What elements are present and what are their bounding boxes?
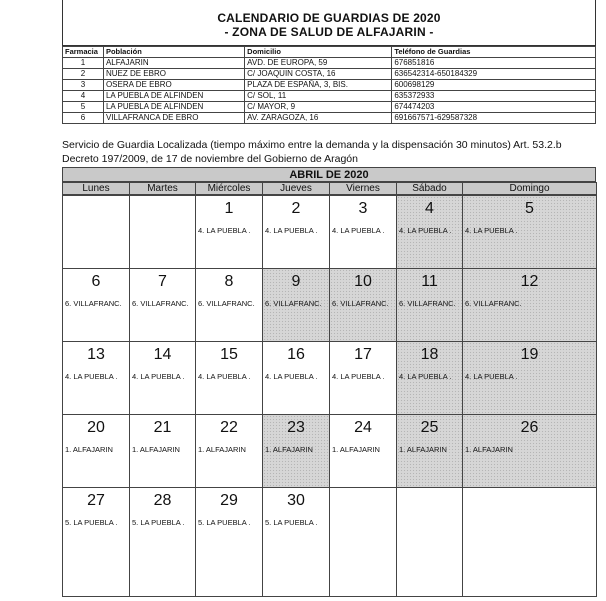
guard-pharmacy: 6. VILLAFRANC. — [265, 299, 322, 308]
guard-pharmacy: 4. LA PUEBLA . — [399, 372, 452, 381]
calendar-day-cell — [462, 268, 597, 342]
day-number: 24 — [354, 419, 372, 436]
calendar-day-cell — [129, 195, 196, 269]
pharmacy-table-header — [63, 47, 596, 58]
guard-pharmacy: 4. LA PUEBLA . — [132, 372, 185, 381]
day-number: 27 — [87, 492, 105, 509]
table-cell: PLAZA DE ESPAÑA, 3, BIS. — [245, 80, 392, 91]
table-cell: VILLAFRANCA DE EBRO — [103, 113, 244, 124]
calendar-day-cell — [262, 487, 330, 597]
day-number: 2 — [291, 200, 301, 217]
guard-pharmacy: 5. LA PUEBLA . — [132, 518, 185, 527]
title-box — [62, 0, 596, 46]
guard-pharmacy: 5. LA PUEBLA . — [198, 518, 251, 527]
guard-pharmacy: 5. LA PUEBLA . — [65, 518, 118, 527]
table-cell: 635372933 — [392, 91, 596, 102]
calendar-day-cell — [262, 341, 330, 415]
calendar-day-cell — [396, 414, 463, 488]
guard-pharmacy: 1. ALFAJARIN — [332, 445, 380, 454]
day-number: 25 — [420, 419, 439, 436]
guard-pharmacy: 4. LA PUEBLA . — [198, 226, 251, 235]
day-number: 4 — [425, 200, 434, 217]
table-cell: 5 — [63, 102, 104, 113]
calendar-day-cell — [462, 487, 597, 597]
table-row — [63, 91, 596, 102]
weekday-header: Martes — [129, 182, 196, 195]
table-cell: C/ MAYOR, 9 — [245, 102, 392, 113]
guard-pharmacy: 5. LA PUEBLA . — [265, 518, 318, 527]
table-cell: 4 — [63, 91, 104, 102]
day-number: 14 — [153, 346, 172, 363]
table-row — [63, 102, 596, 113]
calendar-month-title: ABRIL DE 2020 — [62, 167, 596, 182]
guard-pharmacy: 6. VILLAFRANC. — [198, 299, 255, 308]
guard-pharmacy: 1. ALFAJARIN — [265, 445, 313, 454]
day-number: 30 — [287, 492, 305, 509]
calendar-day-cell — [129, 487, 196, 597]
guard-pharmacy: 4. LA PUEBLA . — [198, 372, 251, 381]
day-number: 23 — [287, 419, 305, 436]
calendar-day-cell — [195, 268, 263, 342]
weekday-header: Domingo — [462, 182, 597, 195]
calendar-day-cell — [62, 268, 130, 342]
calendar-day-cell — [262, 268, 330, 342]
day-number: 11 — [421, 273, 438, 290]
table-cell: 1 — [63, 58, 104, 69]
day-number: 21 — [153, 419, 172, 436]
calendar-day-cell — [195, 487, 263, 597]
weekday-header: Miércoles — [195, 182, 263, 195]
calendar-day-cell — [129, 341, 196, 415]
calendar-day-cell — [462, 341, 597, 415]
day-number: 13 — [87, 346, 105, 363]
day-number: 26 — [520, 419, 539, 436]
guard-pharmacy: 6. VILLAFRANC. — [332, 299, 389, 308]
guard-pharmacy: 4. LA PUEBLA . — [265, 226, 318, 235]
day-number: 22 — [220, 419, 238, 436]
weekday-header: Lunes — [62, 182, 130, 195]
pharmacy-table — [62, 46, 596, 124]
calendar-day-cell — [396, 341, 463, 415]
day-number: 15 — [220, 346, 238, 363]
guard-pharmacy: 1. ALFAJARIN — [132, 445, 180, 454]
table-row — [63, 58, 596, 69]
calendar-day-cell — [329, 341, 397, 415]
decree-note: Decreto 197/2009, de 17 de noviembre del Gobierno de Aragón — [62, 153, 358, 165]
document-title: CALENDARIO DE GUARDIAS DE 2020 — [217, 11, 441, 25]
day-number: 20 — [87, 419, 105, 436]
calendar-day-cell — [195, 195, 263, 269]
guard-pharmacy: 1. ALFAJARIN — [198, 445, 246, 454]
guard-pharmacy: 1. ALFAJARIN — [465, 445, 513, 454]
table-cell: OSERA DE EBRO — [103, 80, 244, 91]
calendar-day-cell — [262, 195, 330, 269]
day-number: 9 — [291, 273, 301, 290]
calendar-day-cell — [195, 414, 263, 488]
table-cell: AVD. DE EUROPA, 59 — [245, 58, 392, 69]
calendar-day-cell — [329, 414, 397, 488]
calendar-day-cell — [396, 487, 463, 597]
table-cell: 636542314-650184329 — [392, 69, 596, 80]
day-number: 29 — [220, 492, 238, 509]
day-number: 6 — [91, 273, 101, 290]
day-number: 5 — [525, 200, 534, 217]
table-row — [63, 113, 596, 124]
table-cell: 6 — [63, 113, 104, 124]
table-cell: NUEZ DE EBRO — [103, 69, 244, 80]
table-cell: AV. ZARAGOZA, 16 — [245, 113, 392, 124]
calendar — [62, 167, 596, 596]
calendar-day-cell — [129, 414, 196, 488]
guard-pharmacy: 4. LA PUEBLA . — [265, 372, 318, 381]
calendar-day-cell — [329, 268, 397, 342]
calendar-day-cell — [62, 414, 130, 488]
table-cell: 600698129 — [392, 80, 596, 91]
weekday-header: Jueves — [262, 182, 330, 195]
calendar-day-cell — [329, 195, 397, 269]
table-cell: ALFAJARIN — [103, 58, 244, 69]
day-number: 19 — [520, 346, 539, 363]
table-cell: 676851816 — [392, 58, 596, 69]
calendar-day-cell — [462, 414, 597, 488]
day-number: 12 — [520, 273, 539, 290]
table-cell: 674474203 — [392, 102, 596, 113]
table-cell: 691667571-629587328 — [392, 113, 596, 124]
calendar-day-cell — [329, 487, 397, 597]
table-row — [63, 69, 596, 80]
calendar-day-cell — [262, 414, 330, 488]
calendar-day-cell — [396, 268, 463, 342]
day-number: 3 — [358, 200, 368, 217]
day-number: 16 — [287, 346, 305, 363]
guard-pharmacy: 4. LA PUEBLA . — [399, 226, 452, 235]
document-subtitle: - ZONA DE SALUD DE ALFAJARIN - — [224, 25, 434, 39]
guard-pharmacy: 4. LA PUEBLA . — [465, 372, 518, 381]
calendar-day-cell — [462, 195, 597, 269]
guard-pharmacy: 4. LA PUEBLA . — [332, 226, 385, 235]
guard-pharmacy: 4. LA PUEBLA . — [332, 372, 385, 381]
guard-pharmacy: 4. LA PUEBLA . — [465, 226, 518, 235]
calendar-day-cell — [396, 195, 463, 269]
calendar-day-cell — [195, 341, 263, 415]
guard-pharmacy: 1. ALFAJARIN — [399, 445, 447, 454]
table-cell: LA PUEBLA DE ALFINDEN — [103, 102, 244, 113]
service-note: Servicio de Guardia Localizada (tiempo máximo entre la demanda y la dispensación 30 minutos) Art. 53.2.b — [62, 139, 562, 151]
weekday-header: Viernes — [329, 182, 397, 195]
guard-pharmacy: 1. ALFAJARIN — [65, 445, 113, 454]
day-number: 10 — [354, 273, 372, 290]
table-cell: 3 — [63, 80, 104, 91]
table-cell: LA PUEBLA DE ALFINDEN — [103, 91, 244, 102]
day-number: 28 — [153, 492, 172, 509]
calendar-day-cell — [62, 341, 130, 415]
day-number: 17 — [354, 346, 372, 363]
day-number: 7 — [158, 273, 167, 290]
guard-pharmacy: 4. LA PUEBLA . — [65, 372, 118, 381]
guard-pharmacy: 6. VILLAFRANC. — [465, 299, 522, 308]
calendar-day-cell — [62, 487, 130, 597]
day-number: 18 — [420, 346, 439, 363]
table-row — [63, 80, 596, 91]
weekday-header: Sábado — [396, 182, 463, 195]
column-header: Población — [103, 47, 244, 58]
table-cell: 2 — [63, 69, 104, 80]
guard-pharmacy: 6. VILLAFRANC. — [132, 299, 189, 308]
calendar-day-cell — [62, 195, 130, 269]
guard-pharmacy: 6. VILLAFRANC. — [399, 299, 456, 308]
day-number: 8 — [224, 273, 234, 290]
guard-pharmacy: 6. VILLAFRANC. — [65, 299, 122, 308]
calendar-day-cell — [129, 268, 196, 342]
column-header: Farmacia — [63, 47, 104, 58]
column-header: Domicilio — [245, 47, 392, 58]
table-cell: C/ SOL, 11 — [245, 91, 392, 102]
table-cell: C/ JOAQUIN COSTA, 16 — [245, 69, 392, 80]
column-header: Teléfono de Guardias — [392, 47, 596, 58]
day-number: 1 — [224, 200, 234, 217]
